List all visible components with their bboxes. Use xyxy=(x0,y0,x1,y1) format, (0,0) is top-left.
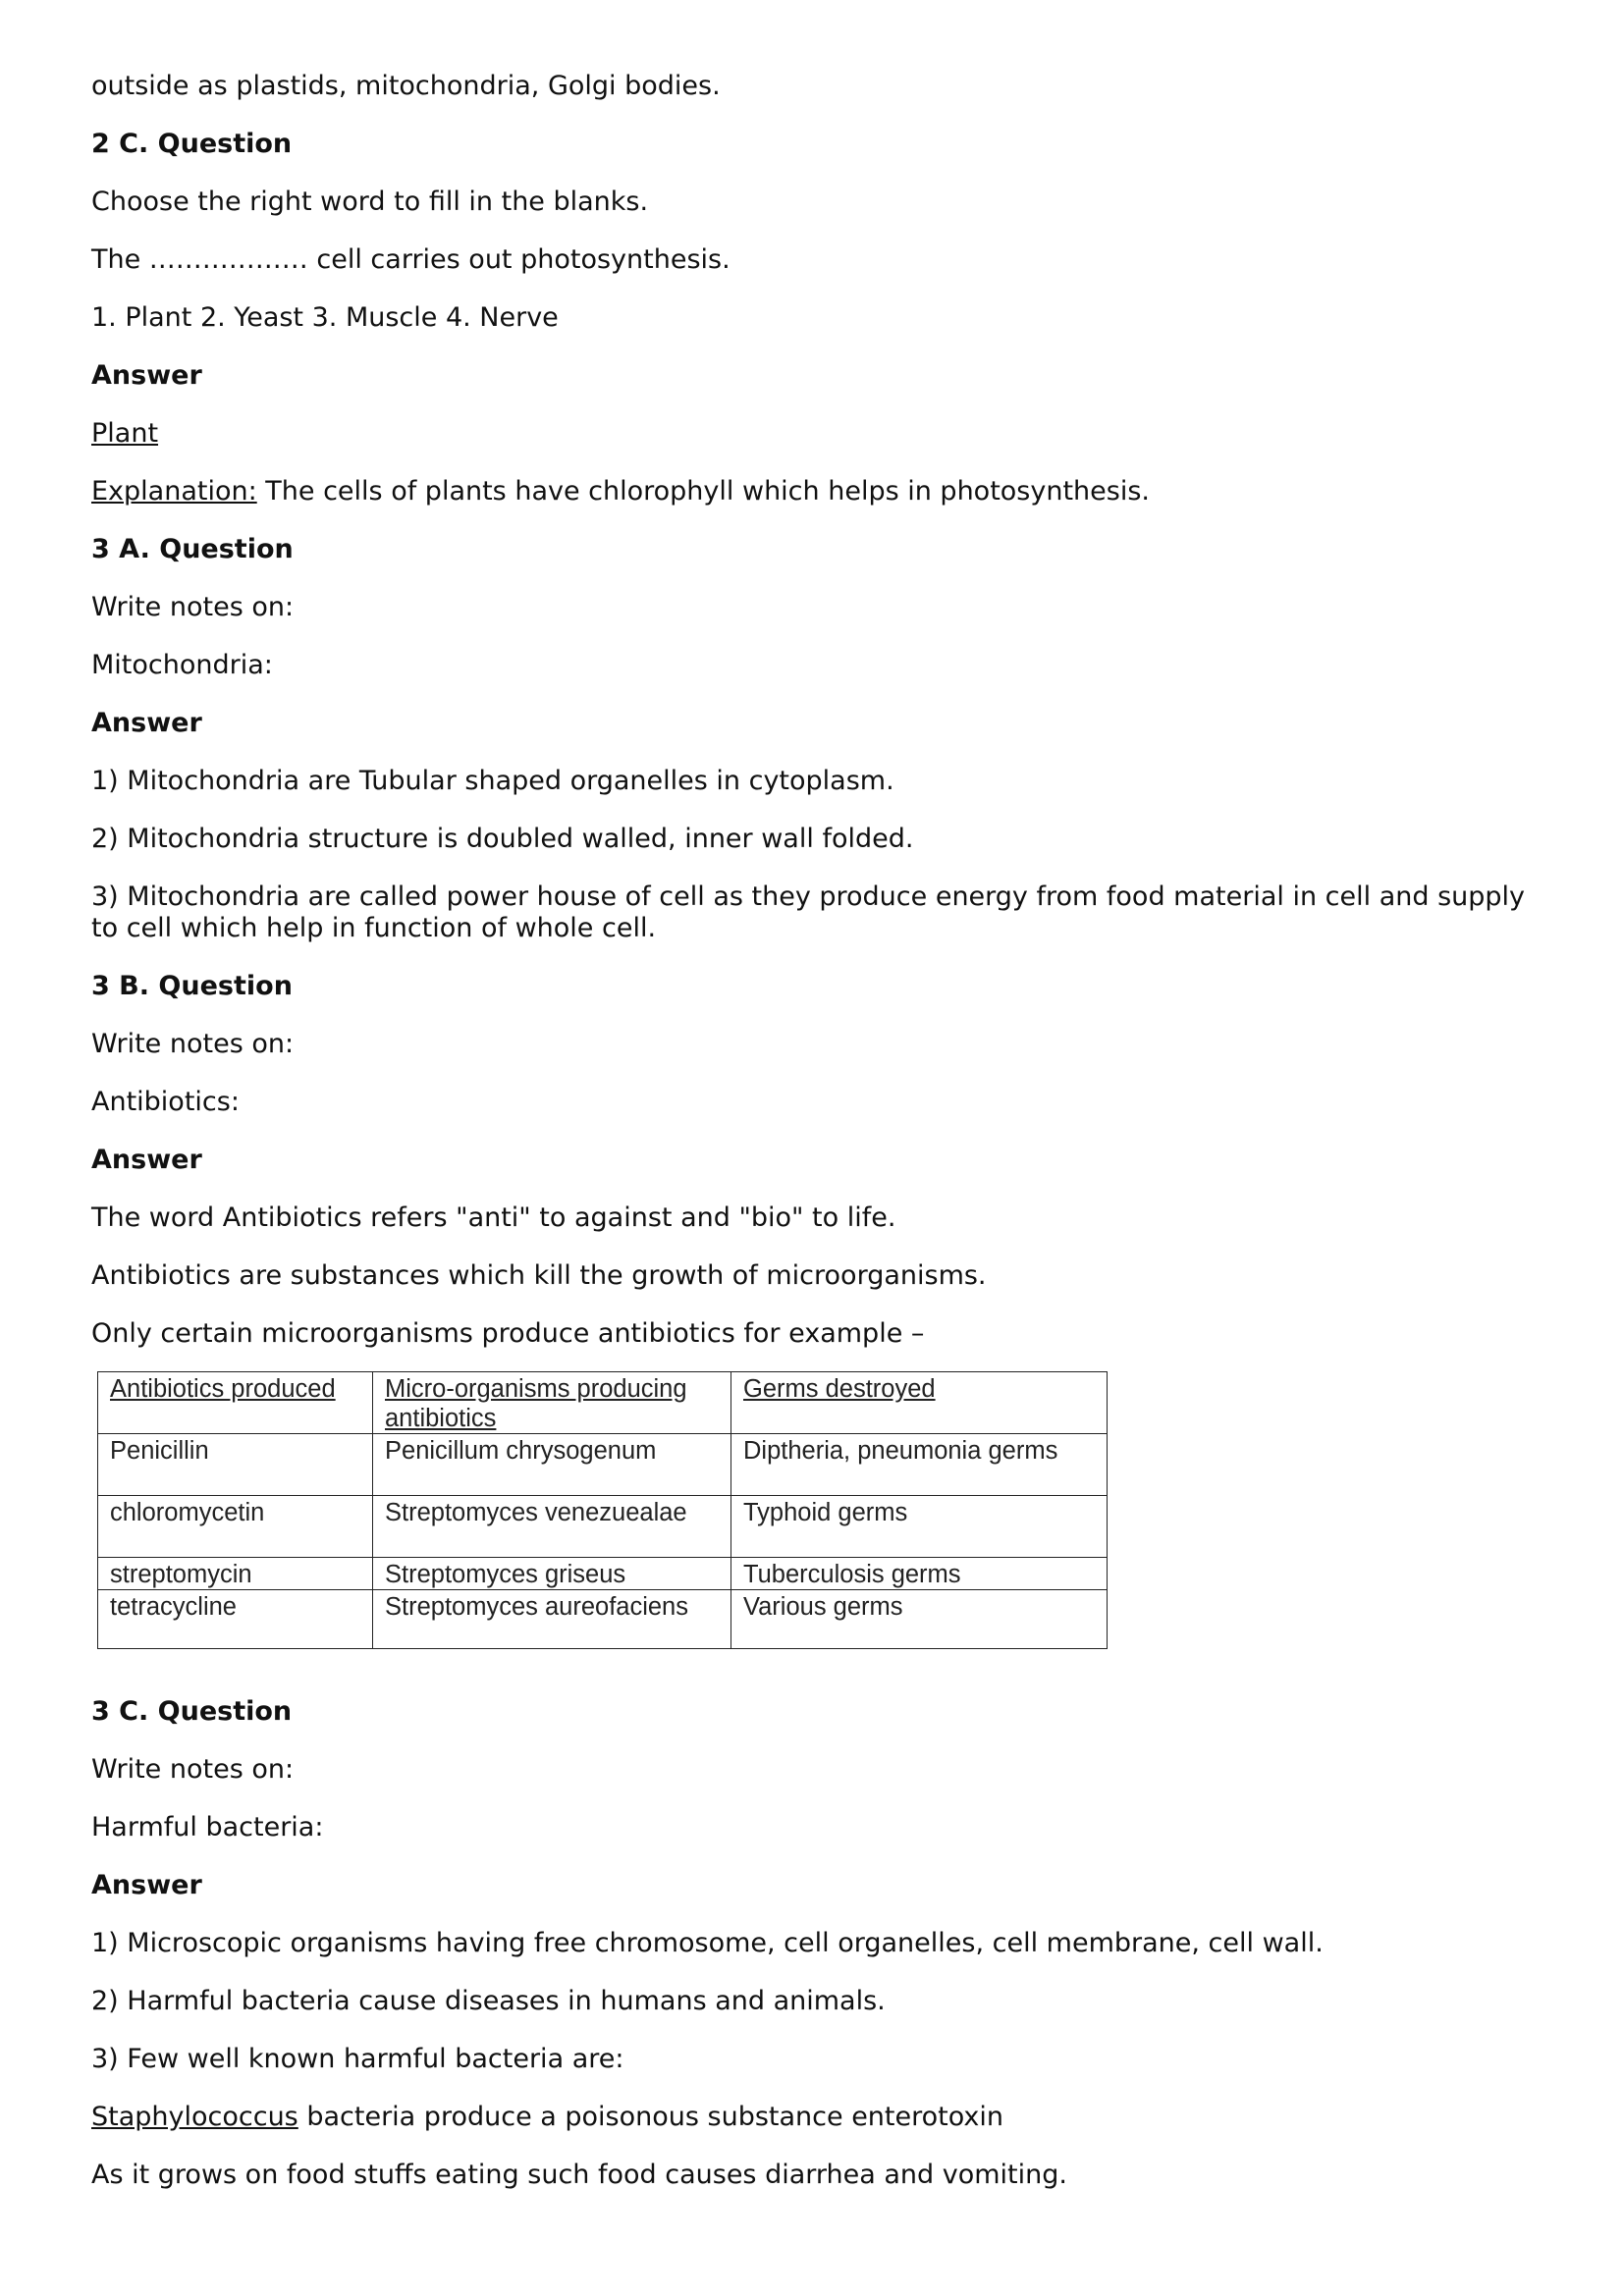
answer-heading: Answer xyxy=(91,1870,202,1900)
bacteria-name: Staphylococcus xyxy=(91,2102,298,2132)
answer-point: Antibiotics are substances which kill the growth of microorganisms. xyxy=(91,1260,987,1291)
question-heading: 3 A. Question xyxy=(91,534,294,564)
answer-heading: Answer xyxy=(91,708,202,738)
answer-point: 3) Mitochondria are called power house of cell as they produce energy from food material in cell and supply to cell which help in function of whole cell. xyxy=(91,881,1526,943)
table-cell: Tuberculosis germs xyxy=(731,1558,1108,1590)
answer-point: 1) Microscopic organisms having free chromosome, cell organelles, cell membrane, cell wall. xyxy=(91,1928,1324,1958)
answer-line xyxy=(91,418,1535,450)
table-header-row xyxy=(98,1372,1108,1434)
answer-heading: Answer xyxy=(91,360,202,391)
answer-value: Plant xyxy=(91,418,159,449)
answer-point: 2) Mitochondria structure is doubled walled, inner wall folded. xyxy=(91,824,914,854)
table-row xyxy=(98,1558,1108,1590)
table-header-cell: Micro-organisms producing antibiotics xyxy=(373,1372,731,1434)
text-line: outside as plastids, mitochondria, Golgi bodies. xyxy=(91,71,721,101)
document-page xyxy=(91,71,1535,2217)
antibiotics-table xyxy=(97,1371,1108,1649)
question-heading: 3 B. Question xyxy=(91,971,293,1001)
question-text: Mitochondria: xyxy=(91,650,273,680)
table-cell: Streptomyces venezuealae xyxy=(373,1496,731,1558)
explanation-line xyxy=(91,476,1535,507)
question-text: Choose the right word to fill in the blanks. xyxy=(91,187,649,217)
question-text: Write notes on: xyxy=(91,592,295,622)
bacteria-line xyxy=(91,2102,1535,2133)
answer-point: The word Antibiotics refers "anti" to against and "bio" to life. xyxy=(91,1202,896,1233)
answer-point: 3) Few well known harmful bacteria are: xyxy=(91,2044,624,2074)
explanation-label: Explanation: xyxy=(91,476,257,507)
question-heading: 2 C. Question xyxy=(91,129,293,159)
answer-point: 2) Harmful bacteria cause diseases in humans and animals. xyxy=(91,1986,886,2016)
table-cell: Penicillum chrysogenum xyxy=(373,1434,731,1496)
text-line: As it grows on food stuffs eating such food causes diarrhea and vomiting. xyxy=(91,2160,1067,2190)
table-cell: Streptomyces aureofaciens xyxy=(373,1590,731,1649)
table-cell: chloromycetin xyxy=(98,1496,373,1558)
question-heading: 3 C. Question xyxy=(91,1696,293,1727)
question-text: Harmful bacteria: xyxy=(91,1812,324,1842)
answer-point: Only certain microorganisms produce antibiotics for example – xyxy=(91,1318,925,1349)
table-cell: streptomycin xyxy=(98,1558,373,1590)
question-text: Write notes on: xyxy=(91,1754,295,1785)
table-row xyxy=(98,1590,1108,1649)
question-text: Write notes on: xyxy=(91,1029,295,1059)
table-header-cell: Antibiotics produced xyxy=(98,1372,373,1434)
explanation-text: The cells of plants have chlorophyll which helps in photosynthesis. xyxy=(256,476,1150,507)
table-row xyxy=(98,1434,1108,1496)
bacteria-description: bacteria produce a poisonous substance enterotoxin xyxy=(298,2102,1004,2132)
table-cell: Diptheria, pneumonia germs xyxy=(731,1434,1108,1496)
table-cell: Various germs xyxy=(731,1590,1108,1649)
answer-heading: Answer xyxy=(91,1145,202,1175)
question-text: The ……………… cell carries out photosynthesis. xyxy=(91,244,730,275)
question-text: Antibiotics: xyxy=(91,1087,240,1117)
table-header-cell: Germs destroyed xyxy=(731,1372,1108,1434)
table-cell: Penicillin xyxy=(98,1434,373,1496)
antibiotics-table-wrap xyxy=(97,1371,1535,1649)
table-row xyxy=(98,1496,1108,1558)
table-cell: Typhoid germs xyxy=(731,1496,1108,1558)
table-cell: Streptomyces griseus xyxy=(373,1558,731,1590)
table-cell: tetracycline xyxy=(98,1590,373,1649)
options-text: 1. Plant 2. Yeast 3. Muscle 4. Nerve xyxy=(91,302,559,333)
answer-point: 1) Mitochondria are Tubular shaped organelles in cytoplasm. xyxy=(91,766,894,796)
